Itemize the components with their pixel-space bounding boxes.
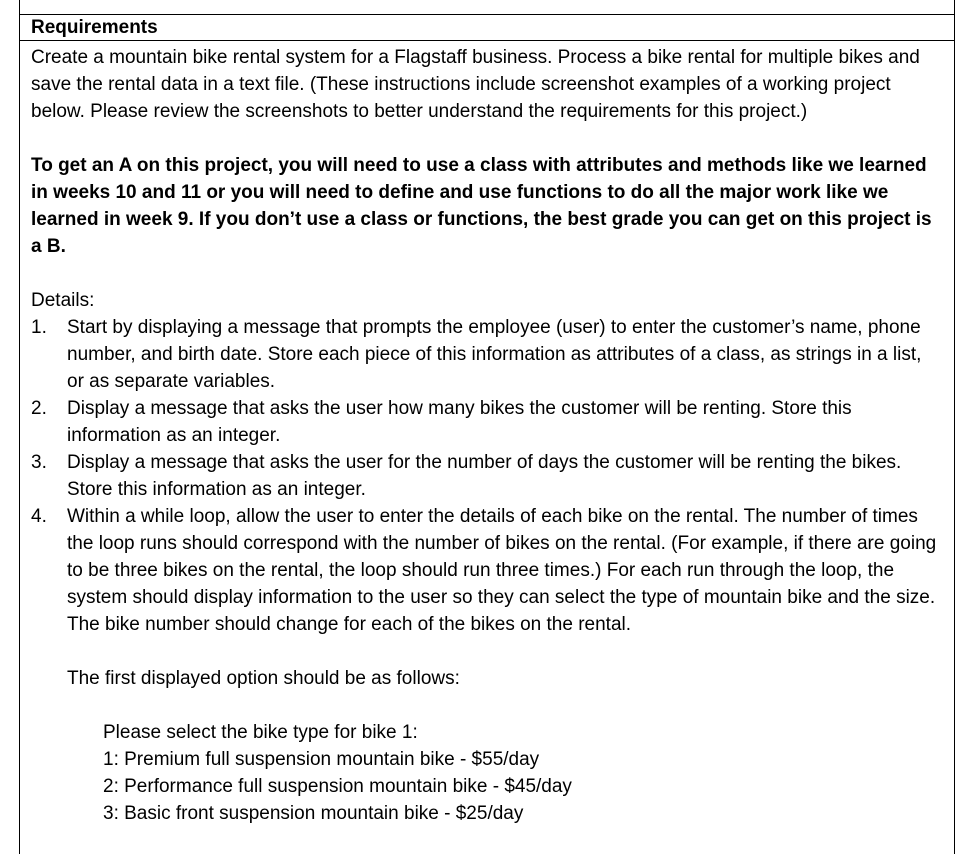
list-item bbox=[31, 395, 942, 449]
list-item bbox=[31, 449, 942, 503]
menu-option: 3: Basic front suspension mountain bike - $25/day bbox=[103, 803, 524, 824]
list-item bbox=[31, 314, 942, 395]
first-option-intro: The first displayed option should be as follows: bbox=[67, 668, 460, 689]
list-item-text: Start by displaying a message that prompts the employee (user) to enter the customer’s name, phone number, and birth date. Store each piece of this information as attributes of a class, as strings in a list, or as separate variables. bbox=[67, 317, 922, 392]
details-label: Details: bbox=[31, 290, 95, 311]
requirements-table bbox=[19, 14, 955, 854]
spacer bbox=[31, 260, 942, 287]
spacer bbox=[31, 125, 942, 152]
table-border-left-top bbox=[19, 0, 20, 14]
list-item-number: 1. bbox=[31, 317, 47, 338]
list-item bbox=[31, 503, 942, 638]
table-border-right-top bbox=[954, 0, 955, 14]
list-item-number: 4. bbox=[31, 506, 47, 527]
menu-prompt: Please select the bike type for bike 1: bbox=[103, 722, 418, 743]
bike-type-menu bbox=[31, 719, 942, 827]
details-list bbox=[31, 314, 942, 638]
list-item-text: Within a while loop, allow the user to enter the details of each bike on the rental. The number of times the loop runs should correspond with the number of bikes on the rental. (For example, if there are going to be three bikes on the rental, the loop should run three times.) For each run through the loop, the system should display information to the user so they can select the type of mountain bike and the size. The bike number should change for each of the bikes on the rental. bbox=[67, 506, 937, 635]
menu-option: 2: Performance full suspension mountain bike - $45/day bbox=[103, 776, 572, 797]
list-item-number: 3. bbox=[31, 452, 47, 473]
menu-option: 1: Premium full suspension mountain bike - $55/day bbox=[103, 749, 540, 770]
requirements-header: Requirements bbox=[20, 15, 954, 41]
list-item-number: 2. bbox=[31, 398, 47, 419]
list-item-text: Display a message that asks the user how many bikes the customer will be renting. Store this information as an integer. bbox=[67, 398, 852, 446]
grading-note: To get an A on this project, you will need to use a class with attributes and methods like we learned in weeks 10 and 11 or you will need to define and use functions to do all the major work like we learned in week 9. If you don’t use a class or functions, the best grade you can get on this project is a B. bbox=[31, 155, 932, 257]
intro-paragraph: Create a mountain bike rental system for a Flagstaff business. Process a bike rental for multiple bikes and save the rental data in a text file. (These instructions include screenshot examples of a working project below. Please review the screenshots to better understand the requirements for this project.) bbox=[31, 47, 920, 122]
list-item-text: Display a message that asks the user for the number of days the customer will be renting the bikes. Store this information as an integer. bbox=[67, 452, 902, 500]
requirements-body bbox=[20, 41, 954, 827]
spacer bbox=[31, 638, 942, 665]
spacer bbox=[31, 692, 942, 719]
